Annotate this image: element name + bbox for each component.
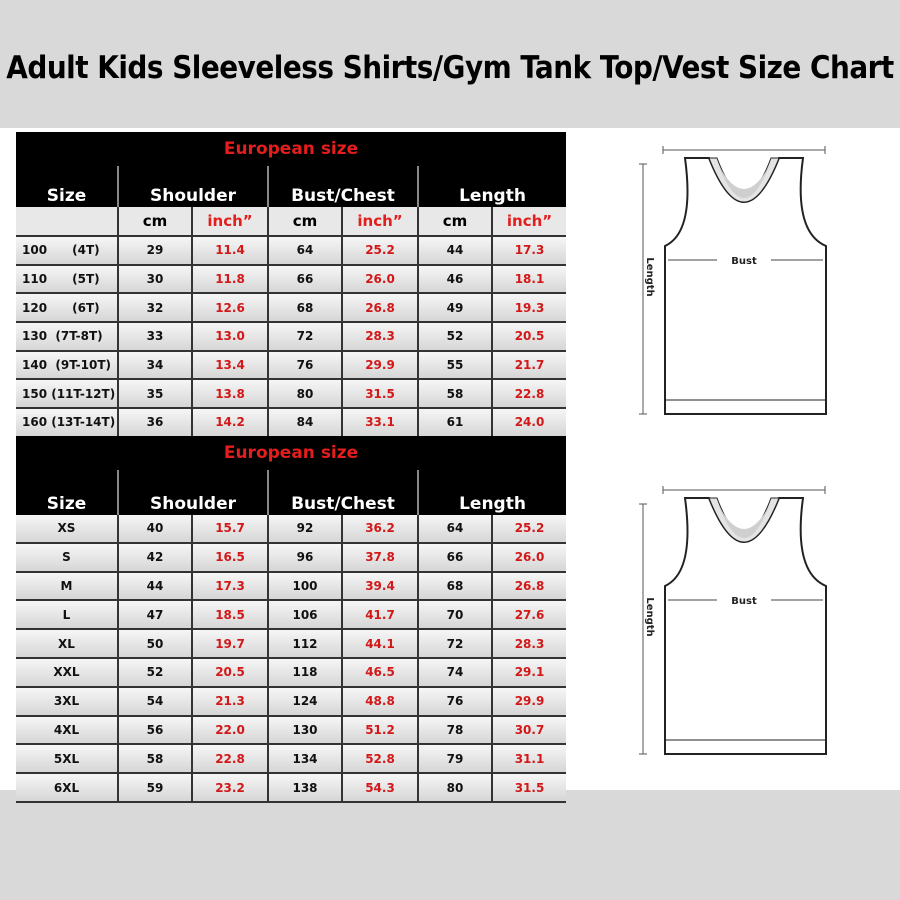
length-label: Length xyxy=(644,257,655,297)
length-cm-cell: 58 xyxy=(418,379,492,408)
bust-inch-cell: 31.5 xyxy=(342,379,418,408)
shoulder-inch-cell: 22.8 xyxy=(192,744,268,773)
size-cell: 130 (7T-8T) xyxy=(16,322,118,351)
shoulder-inch-cell: 20.5 xyxy=(192,658,268,687)
size-cell: 5XL xyxy=(16,744,118,773)
length-inch-cell: 20.5 xyxy=(492,322,566,351)
unit-inch: inch” xyxy=(192,207,268,236)
shoulder-inch-cell: 22.0 xyxy=(192,716,268,745)
bust-label: Bust xyxy=(731,256,757,267)
shoulder-cm-cell: 42 xyxy=(118,543,192,572)
size-cell: M xyxy=(16,572,118,601)
length-inch-cell: 18.1 xyxy=(492,265,566,294)
unit-spacer xyxy=(16,207,118,236)
shoulder-cm-cell: 35 xyxy=(118,379,192,408)
tank-top-icon xyxy=(625,142,845,422)
bust-inch-cell: 46.5 xyxy=(342,658,418,687)
shoulder-inch-cell: 11.8 xyxy=(192,265,268,294)
shoulder-cm-cell: 54 xyxy=(118,687,192,716)
unit-cm: cm xyxy=(118,207,192,236)
bust-inch-cell: 29.9 xyxy=(342,351,418,380)
shoulder-cm-cell: 50 xyxy=(118,629,192,658)
bust-inch-cell: 25.2 xyxy=(342,236,418,265)
table-caption: European size xyxy=(16,132,566,166)
length-inch-cell: 31.5 xyxy=(492,773,566,802)
shoulder-cm-cell: 40 xyxy=(118,515,192,543)
title-band xyxy=(0,0,900,128)
table-row xyxy=(16,716,566,745)
length-cm-cell: 72 xyxy=(418,629,492,658)
shoulder-inch-cell: 13.0 xyxy=(192,322,268,351)
bust-inch-cell: 26.0 xyxy=(342,265,418,294)
bust-label: Bust xyxy=(731,596,757,607)
length-cm-cell: 49 xyxy=(418,293,492,322)
length-cm-cell: 52 xyxy=(418,322,492,351)
bust-inch-cell: 36.2 xyxy=(342,515,418,543)
length-cm-cell: 78 xyxy=(418,716,492,745)
bust-header: Bust/Chest xyxy=(268,166,418,207)
shoulder-cm-cell: 44 xyxy=(118,572,192,601)
adult-table-body xyxy=(16,515,566,802)
bust-cm-cell: 124 xyxy=(268,687,342,716)
length-cm-cell: 76 xyxy=(418,687,492,716)
bust-cm-cell: 106 xyxy=(268,600,342,629)
table-row xyxy=(16,658,566,687)
size-cell: 150 (11T-12T) xyxy=(16,379,118,408)
bust-inch-cell: 41.7 xyxy=(342,600,418,629)
shoulder-inch-cell: 15.7 xyxy=(192,515,268,543)
length-cm-cell: 46 xyxy=(418,265,492,294)
bust-cm-cell: 130 xyxy=(268,716,342,745)
length-inch-cell: 25.2 xyxy=(492,515,566,543)
shoulder-cm-cell: 30 xyxy=(118,265,192,294)
length-cm-cell: 61 xyxy=(418,408,492,437)
length-header: Length xyxy=(418,470,566,515)
bust-cm-cell: 66 xyxy=(268,265,342,294)
bust-cm-cell: 92 xyxy=(268,515,342,543)
bust-inch-cell: 54.3 xyxy=(342,773,418,802)
bust-cm-cell: 96 xyxy=(268,543,342,572)
length-cm-cell: 74 xyxy=(418,658,492,687)
bust-cm-cell: 72 xyxy=(268,322,342,351)
bust-cm-cell: 80 xyxy=(268,379,342,408)
bust-header: Bust/Chest xyxy=(268,470,418,515)
table-row xyxy=(16,265,566,294)
table-row xyxy=(16,293,566,322)
bust-inch-cell: 44.1 xyxy=(342,629,418,658)
table-row xyxy=(16,687,566,716)
page-title: Adult Kids Sleeveless Shirts/Gym Tank Top/Vest Size Chart xyxy=(6,50,894,86)
length-inch-cell: 30.7 xyxy=(492,716,566,745)
size-cell: 120 (6T) xyxy=(16,293,118,322)
length-inch-cell: 31.1 xyxy=(492,744,566,773)
shoulder-inch-cell: 14.2 xyxy=(192,408,268,437)
shoulder-inch-cell: 13.4 xyxy=(192,351,268,380)
table-row xyxy=(16,572,566,601)
length-inch-cell: 29.1 xyxy=(492,658,566,687)
bust-cm-cell: 76 xyxy=(268,351,342,380)
tank-top-icon xyxy=(625,482,845,762)
length-inch-cell: 22.8 xyxy=(492,379,566,408)
shoulder-cm-cell: 56 xyxy=(118,716,192,745)
table-row xyxy=(16,744,566,773)
kids-size-table xyxy=(16,132,566,438)
table-row xyxy=(16,515,566,543)
size-cell: 110 (5T) xyxy=(16,265,118,294)
size-header: Size xyxy=(16,470,118,515)
table-row xyxy=(16,379,566,408)
size-cell: S xyxy=(16,543,118,572)
size-cell: 160 (13T-14T) xyxy=(16,408,118,437)
length-inch-cell: 24.0 xyxy=(492,408,566,437)
shoulder-inch-cell: 21.3 xyxy=(192,687,268,716)
shoulder-inch-cell: 13.8 xyxy=(192,379,268,408)
length-inch-cell: 19.3 xyxy=(492,293,566,322)
bust-cm-cell: 100 xyxy=(268,572,342,601)
shoulder-cm-cell: 59 xyxy=(118,773,192,802)
bottom-band xyxy=(0,790,900,900)
length-inch-cell: 29.9 xyxy=(492,687,566,716)
shoulder-cm-cell: 52 xyxy=(118,658,192,687)
bust-inch-cell: 28.3 xyxy=(342,322,418,351)
shoulder-cm-cell: 34 xyxy=(118,351,192,380)
adult-size-table xyxy=(16,436,566,803)
size-cell: 4XL xyxy=(16,716,118,745)
shoulder-cm-cell: 36 xyxy=(118,408,192,437)
bust-inch-cell: 48.8 xyxy=(342,687,418,716)
length-cm-cell: 64 xyxy=(418,515,492,543)
length-inch-cell: 17.3 xyxy=(492,236,566,265)
length-cm-cell: 79 xyxy=(418,744,492,773)
bust-cm-cell: 64 xyxy=(268,236,342,265)
shoulder-inch-cell: 11.4 xyxy=(192,236,268,265)
bust-inch-cell: 51.2 xyxy=(342,716,418,745)
shoulder-inch-cell: 23.2 xyxy=(192,773,268,802)
table-caption: European size xyxy=(16,436,566,470)
shoulder-cm-cell: 33 xyxy=(118,322,192,351)
length-label: Length xyxy=(644,597,655,637)
shoulder-cm-cell: 47 xyxy=(118,600,192,629)
shoulder-cm-cell: 58 xyxy=(118,744,192,773)
length-cm-cell: 66 xyxy=(418,543,492,572)
table-row xyxy=(16,351,566,380)
length-cm-cell: 55 xyxy=(418,351,492,380)
unit-cm: cm xyxy=(268,207,342,236)
size-cell: XS xyxy=(16,515,118,543)
size-cell: XXL xyxy=(16,658,118,687)
table-row xyxy=(16,773,566,802)
bust-cm-cell: 112 xyxy=(268,629,342,658)
size-cell: XL xyxy=(16,629,118,658)
shoulder-inch-cell: 12.6 xyxy=(192,293,268,322)
bust-inch-cell: 33.1 xyxy=(342,408,418,437)
shoulder-inch-cell: 19.7 xyxy=(192,629,268,658)
size-header: Size xyxy=(16,166,118,207)
kids-table-body xyxy=(16,236,566,437)
shoulder-cm-cell: 32 xyxy=(118,293,192,322)
length-inch-cell: 28.3 xyxy=(492,629,566,658)
table-row xyxy=(16,236,566,265)
size-cell: 140 (9T-10T) xyxy=(16,351,118,380)
length-inch-cell: 27.6 xyxy=(492,600,566,629)
shoulder-inch-cell: 16.5 xyxy=(192,543,268,572)
table-row xyxy=(16,408,566,437)
unit-inch: inch” xyxy=(492,207,566,236)
bust-inch-cell: 39.4 xyxy=(342,572,418,601)
bust-cm-cell: 138 xyxy=(268,773,342,802)
bust-cm-cell: 84 xyxy=(268,408,342,437)
size-cell: 6XL xyxy=(16,773,118,802)
length-inch-cell: 26.0 xyxy=(492,543,566,572)
bust-cm-cell: 118 xyxy=(268,658,342,687)
length-cm-cell: 44 xyxy=(418,236,492,265)
unit-cm: cm xyxy=(418,207,492,236)
bust-inch-cell: 26.8 xyxy=(342,293,418,322)
length-cm-cell: 68 xyxy=(418,572,492,601)
length-inch-cell: 26.8 xyxy=(492,572,566,601)
length-inch-cell: 21.7 xyxy=(492,351,566,380)
size-cell: 100 (4T) xyxy=(16,236,118,265)
shoulder-header: Shoulder xyxy=(118,166,268,207)
table-row xyxy=(16,629,566,658)
bust-inch-cell: 52.8 xyxy=(342,744,418,773)
shoulder-inch-cell: 18.5 xyxy=(192,600,268,629)
length-cm-cell: 70 xyxy=(418,600,492,629)
size-cell: L xyxy=(16,600,118,629)
size-cell: 3XL xyxy=(16,687,118,716)
shoulder-inch-cell: 17.3 xyxy=(192,572,268,601)
bust-cm-cell: 134 xyxy=(268,744,342,773)
bust-cm-cell: 68 xyxy=(268,293,342,322)
table-row xyxy=(16,600,566,629)
unit-inch: inch” xyxy=(342,207,418,236)
bust-inch-cell: 37.8 xyxy=(342,543,418,572)
table-row xyxy=(16,543,566,572)
length-cm-cell: 80 xyxy=(418,773,492,802)
length-header: Length xyxy=(418,166,566,207)
table-row xyxy=(16,322,566,351)
shoulder-header: Shoulder xyxy=(118,470,268,515)
shoulder-cm-cell: 29 xyxy=(118,236,192,265)
